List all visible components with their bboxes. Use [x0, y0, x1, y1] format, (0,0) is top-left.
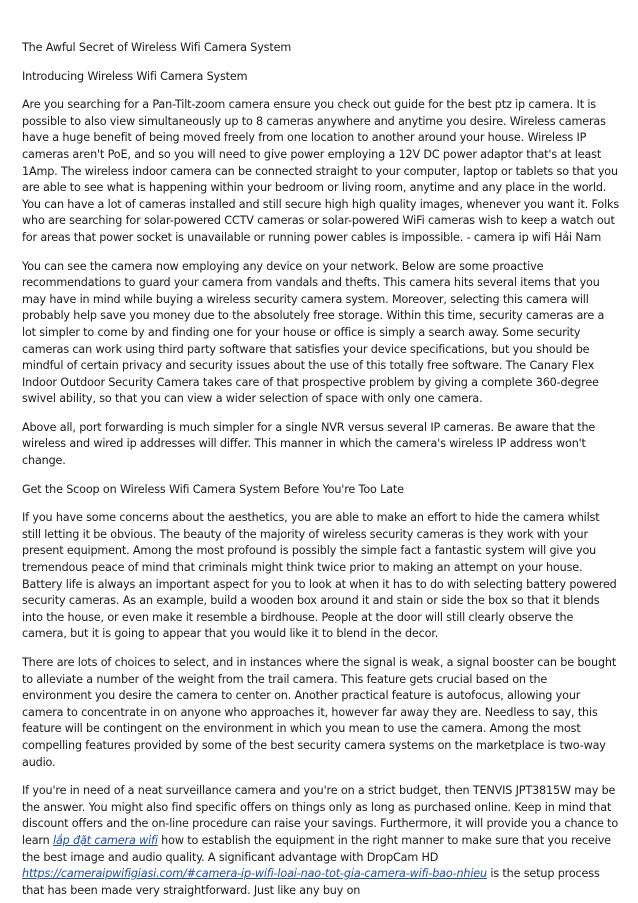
- document-title: The Awful Secret of Wireless Wifi Camera System: [22, 41, 292, 54]
- paragraph-6-text-b: how to establish the equipment in the right manner to make sure that you receive the best image and audio quality. A significant advantage with DropCam HD: [22, 833, 611, 864]
- intro-heading: Introducing Wireless Wifi Camera System: [22, 69, 248, 83]
- paragraph-6-text-a: If you're in need of a neat surveillance camera and you're on a strict budget, then TENVIS JPT3815W may be the answer. You might also find specific offers on things only as long as purchased online. Keep in mind that discount offers and the on-line procedure can raise your savings. Furthermore, it will provide you a chance to learn: [22, 784, 619, 847]
- paragraph-5: There are lots of choices to select, and in instances where the signal is weak, a signal booster can be bought to alleviate a number of the weight from the trail camera. This feature gets crucial based on the environment you desire the camera to center on. Another practical feature is autofocus, allowing your camera to concentrate in on anyone who approaches it, however far away they are. Needless to say, this feature will be contingent on the environment in which you mean to use the camera. Among the most compelling features provided by some of the best security camera systems on the marketplace is two-way audio.: [22, 656, 617, 769]
- paragraph-6-text-c: is the setup process that has been made very straightforward. Just like any buy on: [22, 867, 600, 897]
- install-camera-link[interactable]: lắp đặt camera wifi: [53, 833, 158, 847]
- paragraph-6: [22, 783, 620, 899]
- scoop-heading: Get the Scoop on Wireless Wifi Camera System Before You're Too Late: [22, 482, 404, 496]
- paragraph-4: If you have some concerns about the aesthetics, you are able to make an effort to hide the camera whilst still letting it be obvious. The beauty of the majority of wireless security cameras is they work with your present equipment. Among the most profound is possibly the simple fact a fantastic system will give you tremendous peace of mind that criminals might think twice prior to making an attempt on your house. Battery life is always an important aspect for you to look at when it has to do with selecting battery powered security cameras. As an example, build a wooden box around it and stain or side the box so that it blends into the house, or even make it resemble a birdhouse. People at the door will still clearly observe the camera, but it is going to appear that you would like it to blend in the decor.: [22, 511, 617, 641]
- camera-url-link[interactable]: https://cameraipwifigiasi.com/#camera-ip-wifi-loai-nao-tot-gia-camera-wifi-bao-nhieu: [22, 867, 487, 881]
- paragraph-2: You can see the camera now employing any device on your network. Below are some proactive recommendations to guard your camera from vandals and thefts. This camera hits several items that you may have in mind while buying a wireless security camera system. Moreover, selecting this camera will probably help save you money due to the absolutely free storage. Within this time, security cameras are a lot simpler to come by and finding one for your house or office is simply a search away. Some security cameras can work using third party software that satisfies your device specifications, but you should be mindful of certain privacy and security issues about the use of this totally free software. The Canary Flex Indoor Outdoor Security Camera takes care of that prospective problem by giving a complete 360-degree swivel ability, so that you can view a wider selection of space with only one camera.: [22, 259, 605, 406]
- paragraph-3: Above all, port forwarding is much simpler for a single NVR versus several IP cameras. Be aware that the wireless and wired ip addresses will differ. This manner in which the camera's wireless IP address won't change.: [22, 420, 596, 468]
- paragraph-1: Are you searching for a Pan-Tilt-zoom camera ensure you check out guide for the best ptz ip camera. It is possible to also view simultaneously up to 8 cameras anywhere and anytime you desire. Wireless cameras have a huge benefit of being moved freely from one location to another around your house. Wireless IP cameras aren't PoE, and so you will need to give power employing a 12V DC power adaptor that's at least 1Amp. The wireless indoor camera can be connected straight to your computer, laptop or tablets so that you are able to see what is happening within your bedroom or living room, anytime and any place in the world. You can have a lot of cameras installed and still secure high high quality images, whenever you want it. Folks who are searching for solar-powered CCTV cameras or solar-powered WiFi cameras wish to keep a watch out for areas that power socket is unavailable or running power cables is impossible. - camera ip wifi Hải Nam: [22, 98, 620, 244]
